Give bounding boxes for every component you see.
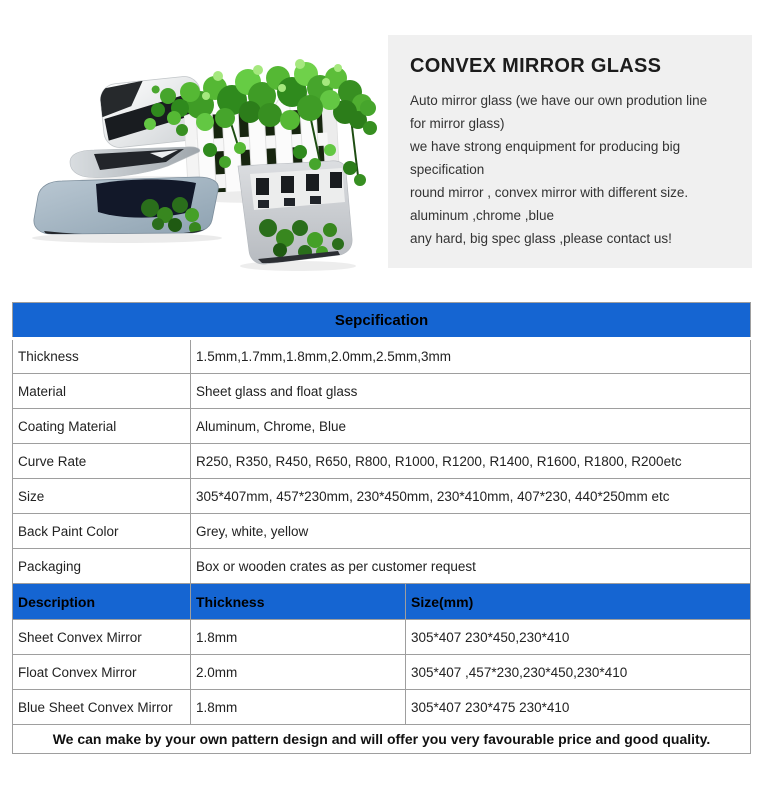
spec-label: Coating Material — [13, 409, 191, 444]
product-header-size: Size(mm) — [406, 584, 751, 620]
spec-header-row — [13, 303, 751, 339]
info-line: Auto mirror glass (we have our own prodution line — [410, 93, 708, 108]
spec-row-back-paint-color — [13, 514, 751, 549]
spec-row-coating-material — [13, 409, 751, 444]
mirror-right-quad — [238, 161, 352, 264]
info-line: specification — [410, 162, 485, 177]
spec-value: R250, R350, R450, R650, R800, R1000, R1200, R1400, R1600, R1800, R200etc — [191, 444, 751, 479]
product-description: Float Convex Mirror — [13, 655, 191, 690]
info-line: we have strong enquipment for producing big — [410, 139, 681, 154]
spec-label: Back Paint Color — [13, 514, 191, 549]
spec-value: Grey, white, yellow — [191, 514, 751, 549]
spec-label: Curve Rate — [13, 444, 191, 479]
spec-label: Thickness — [13, 339, 191, 374]
product-title: CONVEX MIRROR GLASS — [410, 55, 662, 77]
product-description: Blue Sheet Convex Mirror — [13, 690, 191, 725]
specification-table — [12, 302, 751, 754]
spec-value: 305*407mm, 457*230mm, 230*450mm, 230*410mm, 407*230, 440*250mm etc — [191, 479, 751, 514]
product-row-sheet — [13, 620, 751, 655]
spec-row-size — [13, 479, 751, 514]
info-line: for mirror glass) — [410, 116, 505, 131]
product-thickness: 1.8mm — [191, 620, 406, 655]
spec-label: Size — [13, 479, 191, 514]
product-header-description: Description — [13, 584, 191, 620]
product-description: Sheet Convex Mirror — [13, 620, 191, 655]
footer-note: We can make by your own pattern design and will offer you very favourable price and good quality. — [13, 725, 751, 754]
spec-label: Packaging — [13, 549, 191, 584]
product-size: 305*407 ,457*230,230*450,230*410 — [406, 655, 751, 690]
product-info-box — [388, 35, 752, 268]
product-thickness: 1.8mm — [191, 690, 406, 725]
spec-header: Sepcification — [13, 303, 751, 339]
spec-label: Material — [13, 374, 191, 409]
info-line: aluminum ,chrome ,blue — [410, 208, 555, 223]
product-thickness: 2.0mm — [191, 655, 406, 690]
spec-value: Aluminum, Chrome, Blue — [191, 409, 751, 444]
footer-note-row — [13, 725, 751, 754]
spec-row-material — [13, 374, 751, 409]
info-line: any hard, big spec glass ,please contact us! — [410, 231, 672, 246]
spec-row-thickness — [13, 339, 751, 374]
product-photo-mirrors — [0, 0, 400, 295]
hero-section — [0, 0, 779, 300]
product-size: 305*407 230*475 230*410 — [406, 690, 751, 725]
product-header-row — [13, 584, 751, 620]
product-row-float — [13, 655, 751, 690]
product-size: 305*407 230*450,230*410 — [406, 620, 751, 655]
mirror-blade — [70, 147, 200, 178]
spec-row-packaging — [13, 549, 751, 584]
spec-row-curve-rate — [13, 444, 751, 479]
product-header-thickness: Thickness — [191, 584, 406, 620]
info-line: round mirror , convex mirror with different size. — [410, 185, 689, 200]
spec-value: 1.5mm,1.7mm,1.8mm,2.0mm,2.5mm,3mm — [191, 339, 751, 374]
mirror-bottom-left — [34, 177, 218, 238]
spec-value: Box or wooden crates as per customer request — [191, 549, 751, 584]
product-row-blue-sheet — [13, 690, 751, 725]
spec-value: Sheet glass and float glass — [191, 374, 751, 409]
